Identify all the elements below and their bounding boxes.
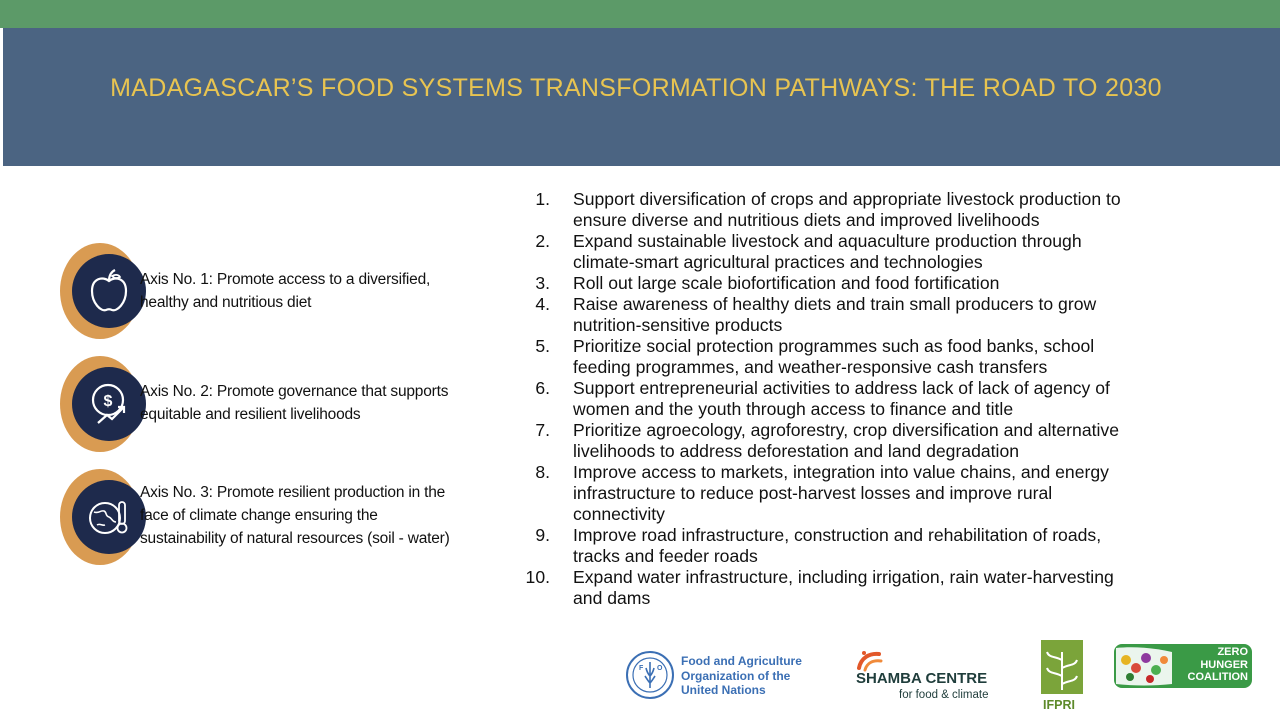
pathway-item: 10. Expand water infrastructure, including irrigation, rain water-harvesting and dams (525, 567, 1114, 608)
svg-text:F: F (639, 665, 644, 672)
shamba-logo-subtitle: for food & climate (899, 689, 989, 701)
fao-logo-text: Food and Agriculture Organization of the United Nations (681, 654, 802, 697)
apple-icon (72, 254, 146, 328)
axis-2 (60, 356, 500, 452)
axis-1 (60, 243, 500, 339)
pathway-item: 9. Improve road infrastructure, construction and rehabilitation of roads, tracks and feeder roads (535, 525, 1102, 566)
pathway-item: 7. Prioritize agroecology, agroforestry, crop diversification and alternative livelihoods to address deforestation and land degradation (535, 420, 1119, 461)
axis-2-label: Axis No. 2: Promote governance that supports equitable and resilient livelihoods (140, 383, 449, 423)
svg-text:O: O (657, 665, 663, 672)
pathway-item: 6. Support entrepreneurial activities to address lack of lack of agency of women and the youth through access to finance and title (535, 378, 1110, 419)
pathway-item: 8. Improve access to markets, integration into value chains, and energy infrastructure to reduce post-harvest losses and improve rural connectivity (535, 462, 1109, 524)
pathways-list (520, 189, 1240, 609)
fao-logo-icon (625, 650, 675, 700)
partner-logos (0, 636, 1280, 720)
pathway-item: 1. Support diversification of crops and appropriate livestock production to ensure diverse and nutritious diets and improved livelihoods (535, 189, 1121, 230)
axis-3 (60, 469, 500, 565)
axis-3-label: Axis No. 3: Promote resilient production in the face of climate change ensuring the sustainability of natural resources (soil - water) (140, 484, 450, 547)
pathway-item: 2. Expand sustainable livestock and aquaculture production through climate-smart agricultural practices and technologies (535, 231, 1082, 272)
shamba-logo-name: SHAMBA CENTRE (856, 670, 988, 687)
ifpri-logo-icon (1041, 640, 1083, 694)
shamba-logo-icon (855, 648, 889, 672)
page-title: MADAGASCAR’S FOOD SYSTEMS TRANSFORMATION PATHWAYS: THE ROAD TO 2030 (110, 74, 1162, 102)
svg-text:$: $ (103, 393, 113, 410)
pathway-item: 5. Prioritize social protection programmes such as food banks, school feeding programmes, and weather-responsive cash transfers (535, 336, 1095, 377)
top-accent-bar (0, 0, 1280, 28)
pathway-item: 3. Roll out large scale biofortification and food fortification (535, 273, 1000, 293)
ifpri-logo-name: IFPRI (1043, 698, 1075, 712)
globe-thermometer-icon (72, 480, 146, 554)
money-growth-icon (72, 367, 146, 441)
pathway-item: 4. Raise awareness of healthy diets and train small producers to grow nutrition-sensitive products (535, 294, 1097, 335)
axis-1-label: Axis No. 1: Promote access to a diversified, healthy and nutritious diet (140, 271, 431, 311)
zero-hunger-logo-text: ZERO HUNGER COALITION (1187, 646, 1248, 683)
